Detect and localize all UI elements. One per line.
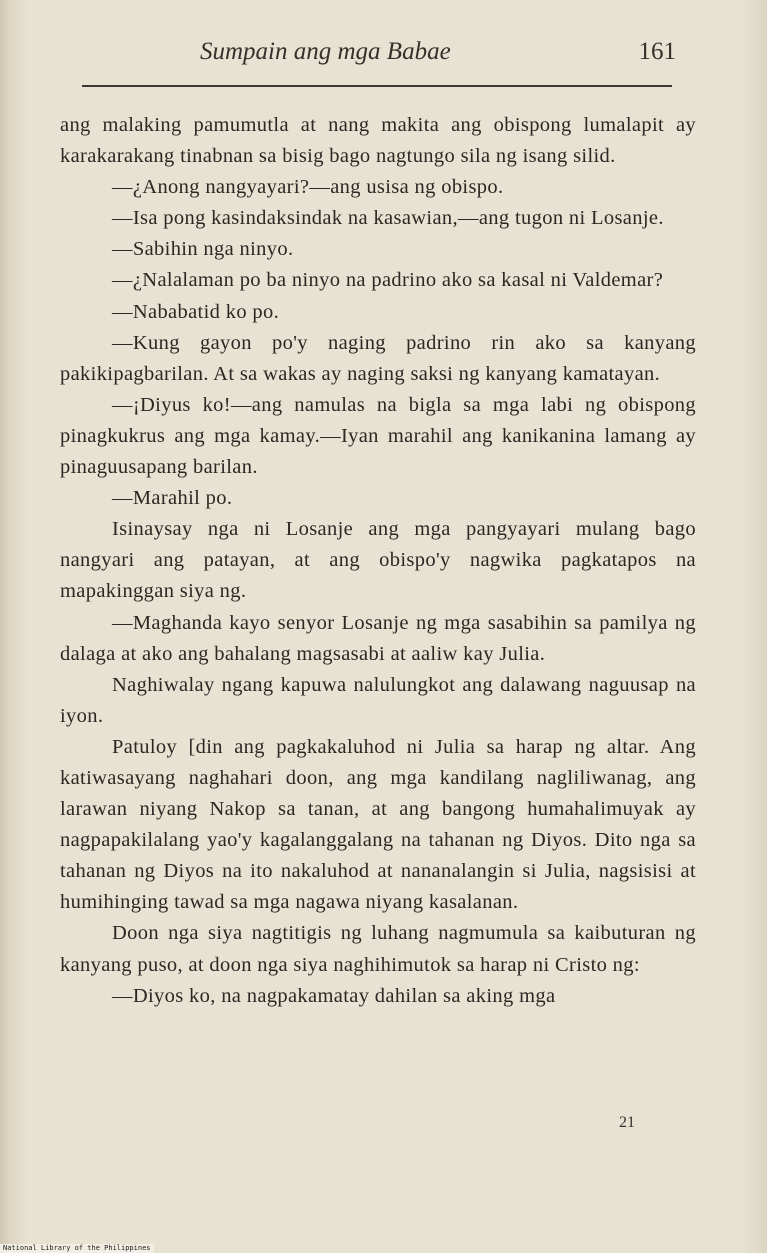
running-title: Sumpain ang mga Babae [200, 38, 451, 65]
paragraph: —Kung gayon po'y naging padrino rin ako sa kanyang pakikipagbarilan. At sa wakas ay naging saksi ng kanyang kamatayan. [60, 331, 696, 385]
paragraph: Isinaysay nga ni Losanje ang mga pangyayari mulang bago nangyari ang patayan, at ang obispo'y nagwika pagkatapos na mapakinggan siya ng. [60, 518, 696, 603]
paragraph: —Diyos ko, na nagpakamatay dahilan sa aking mga [112, 984, 556, 1007]
paragraph: Doon nga siya nagtitigis ng luhang nagmumula sa kaibuturan ng kanyang puso, at doon nga siya naghihimutok sa harap ni Cristo ng: [60, 922, 696, 976]
paragraph: ang malaking pamumutla at nang makita ang obispong lumalapit ay karakarakang tinabnan sa bisig bago nagtungo sila ng isang silid. [60, 114, 696, 168]
paragraph: —¿Nalalaman po ba ninyo na padrino ako sa kasal ni Valdemar? [112, 269, 664, 292]
header-rule [82, 85, 672, 87]
paragraph: —Maghanda kayo senyor Losanje ng mga sasabihin sa pamilya ng dalaga at ako ang bahalang magsasabi at aaliw kay Julia. [60, 611, 696, 665]
signature-mark: 21 [619, 1114, 635, 1131]
paragraph: Naghiwalay ngang kapuwa nalulungkot ang dalawang naguusap na iyon. [60, 673, 696, 727]
paragraph: —Sabihin nga ninyo. [112, 238, 294, 261]
paragraph: —Isa pong kasindaksindak na kasawian,—ang tugon ni Losanje. [112, 207, 664, 230]
paragraph: —¡Diyus ko!—ang namulas na bigla sa mga labi ng obispong pinagkukrus ang mga kamay.—Iyan marahil ang kanikanina lamang ay pinaguusapang barilan. [60, 393, 696, 479]
page-number: 161 [638, 38, 676, 65]
body-text [60, 110, 696, 1012]
paragraph: —¿Anong nangyayari?—ang usisa ng obispo. [112, 176, 504, 199]
paragraph: Patuloy [din ang pagkakaluhod ni Julia sa harap ng altar. Ang katiwasayang naghahari doon, ang mga kandilang nagliliwanag, ang larawan niyang Nakop sa tanan, at ang bangong humahalimuyak ay nagpapakilalang yao'y kagalanggalang na tahanan ng Diyos. Dito nga sa tahanan ng Diyos na ito nakaluhod at nananalangin si Julia, nagsisisi at humihinging tawad sa mga nagawa niyang kasalanan. [60, 735, 696, 914]
page-header [60, 38, 700, 78]
paragraph: —Nababatid ko po. [112, 300, 280, 323]
paragraph: —Marahil po. [112, 487, 233, 510]
library-credit: National Library of the Philippines [0, 1244, 154, 1253]
